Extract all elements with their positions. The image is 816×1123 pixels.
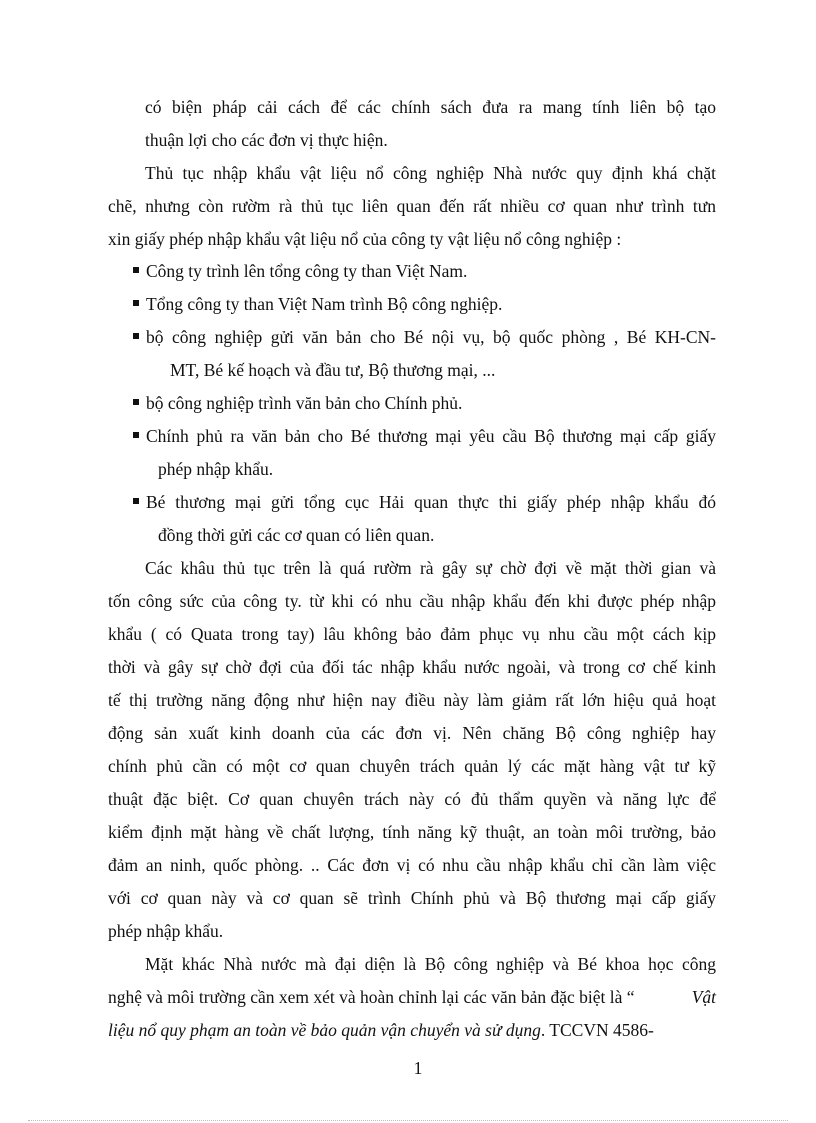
text-line: thuận lợi cho các đơn vị thực hiện.: [145, 130, 388, 150]
text-line: [108, 1019, 654, 1041]
text-line: Các khâu thủ tục trên là quá rườm rà gây sự chờ đợi về mặt thời gian và: [145, 558, 716, 578]
bullet-item: Công ty trình lên tổng công ty than Việt Nam.: [146, 261, 468, 281]
square-bullet-icon: [133, 498, 139, 504]
text-line: động sản xuất kinh doanh của các đơn vị. Nên chăng Bộ công nghiệp hay: [108, 723, 716, 743]
text-line: tế thị trường năng động như hiện nay điều này làm giảm rất lớn hiệu quả hoạt: [108, 690, 716, 710]
italic-title-text: liệu nổ quy phạm an toàn về bảo quản vận chuyển và sử dụng: [108, 1020, 541, 1040]
text-line: chẽ, nhưng còn rườm rà thủ tục liên quan đến rất nhiều cơ quan như trình tưn: [108, 196, 716, 216]
bullet-item: Chính phủ ra văn bản cho Bé thương mại yêu cầu Bộ thương mại cấp giấy: [146, 426, 716, 446]
square-bullet-icon: [133, 432, 139, 438]
text-line: thuật đặc biệt. Cơ quan chuyên trách này có đủ thẩm quyền và năng lực để: [108, 789, 716, 809]
square-bullet-icon: [133, 300, 139, 306]
text-line: tốn công sức của công ty. từ khi có nhu cầu nhập khẩu đến khi được phép nhập: [108, 591, 716, 611]
bullet-item-continuation: đồng thời gửi các cơ quan có liên quan.: [158, 525, 435, 545]
bullet-item: Tổng công ty than Việt Nam trình Bộ công nghiệp.: [146, 294, 503, 314]
bullet-item: bộ công nghiệp gửi văn bản cho Bé nội vụ, bộ quốc phòng , Bé KH-CN-: [146, 327, 716, 347]
bullet-item: Bé thương mại gửi tổng cục Hải quan thực thi giấy phép nhập khẩu đó: [146, 492, 716, 512]
text-line: chính phủ cần có một cơ quan chuyên trách quản lý các mặt hàng vật tư kỹ: [108, 756, 716, 776]
text-line: [108, 986, 716, 1008]
text-line: Mặt khác Nhà nước mà đại diện là Bộ công nghiệp và Bé khoa học công: [145, 954, 716, 974]
square-bullet-icon: [133, 267, 139, 273]
text-line: xin giấy phép nhập khẩu vật liệu nổ của công ty vật liệu nổ công nghiệp :: [108, 229, 622, 249]
square-bullet-icon: [133, 399, 139, 405]
text-line: thời và gây sự chờ đợi của đối tác nhập khẩu nước ngoài, và trong cơ chế kinh: [108, 657, 716, 677]
text-segment: . TCCVN 4586-: [540, 1020, 654, 1040]
text-line: kiểm định mặt hàng về chất lượng, tính năng kỹ thuật, an toàn môi trường, bảo: [108, 822, 716, 842]
footer-divider: [28, 1120, 788, 1121]
bullet-item: bộ công nghiệp trình văn bản cho Chính phủ.: [146, 393, 463, 413]
square-bullet-icon: [133, 333, 139, 339]
text-segment: nghệ và môi trường cần xem xét và hoàn chỉnh lại các văn bản đặc biệt là “: [108, 987, 635, 1007]
italic-title-text: Vật: [691, 987, 716, 1007]
text-line: phép nhập khẩu.: [108, 921, 224, 941]
bullet-item-continuation: MT, Bé kế hoạch và đầu tư, Bộ thương mại, ...: [170, 360, 496, 380]
page-number: 1: [413, 1058, 423, 1078]
text-line: Thủ tục nhập khẩu vật liệu nổ công nghiệp Nhà nước quy định khá chặt: [145, 163, 716, 183]
text-line: đảm an ninh, quốc phòng. .. Các đơn vị có nhu cầu nhập khẩu chỉ cần làm việc: [108, 855, 716, 875]
text-line: với cơ quan này và cơ quan sẽ trình Chính phủ và Bộ thương mại cấp giấy: [108, 888, 716, 908]
text-line: khẩu ( có Quata trong tay) lâu không bảo đảm phục vụ nhu cầu một cách kịp: [108, 624, 716, 644]
text-line: có biện pháp cải cách để các chính sách đưa ra mang tính liên bộ tạo: [145, 97, 716, 117]
bullet-item-continuation: phép nhập khẩu.: [158, 459, 274, 479]
